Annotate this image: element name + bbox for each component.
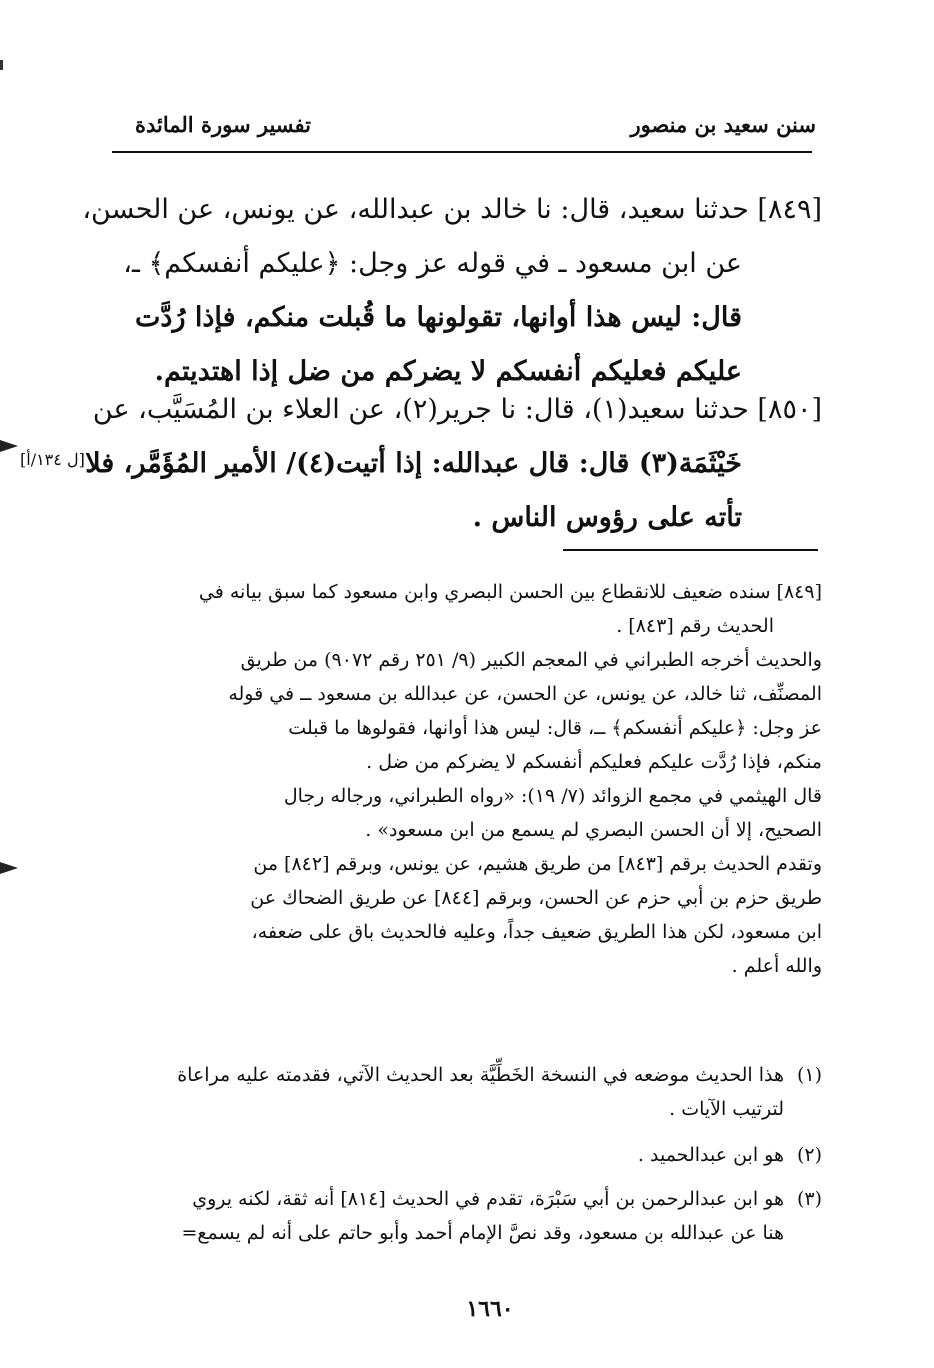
header-divider	[112, 151, 812, 153]
footnote-3-line: هو ابن عبدالرحمن بن أبي سَبْرَة، تقدم في الحديث [٨١٤] أنه ثقة، لكنه يروي	[192, 1188, 784, 1210]
hadith-849-line-3: قال: ليس هذا أوانها، تقولونها ما قُبلت منكم، فإذا رُدَّت	[135, 302, 742, 333]
footnote-2-line: هو ابن عبدالحميد .	[637, 1144, 784, 1166]
manuscript-folio-marker: [ل ١٣٤/أ]	[20, 450, 85, 469]
footnote-number: (٣)	[796, 1188, 822, 1210]
footnote-849-line: عز وجل: ﴿عليكم أنفسكم﴾ ــ، قال: ليس هذا أوانها، فقولوها ما قبلت	[288, 717, 822, 739]
page-number: ١٦٦٠	[466, 1296, 514, 1322]
footnote-divider	[563, 549, 818, 551]
footnote-849-line: طريق حزم بن أبي حزم عن الحسن، وبرقم [٨٤٤] عن طريق الضحاك عن	[250, 887, 822, 909]
running-header-book-title: سنن سعيد بن منصور	[630, 112, 816, 137]
footnote-849-line: قال الهيثمي في مجمع الزوائد (٧/ ١٩): «رواه الطبراني، ورجاله رجال	[283, 785, 822, 807]
hadith-850-line-3: تأته على رؤوس الناس .	[472, 502, 742, 533]
footnote-3	[134, 1182, 784, 1250]
hadith-849	[82, 183, 822, 399]
hadith-850-line-2: خَيْثَمَة(٣) قال: قال عبدالله: إذا أتيت(٤)/ الأمير المُؤَمَّر، فلا	[85, 448, 742, 479]
footnote-849-line: منكم، فإذا رُدَّت عليكم فعليكم أنفسكم لا يضركم من ضل .	[366, 751, 822, 773]
footnote-849-line: [٨٤٩] سنده ضعيف للانقطاع بين الحسن البصري وابن مسعود كما سبق بيانه في	[198, 581, 822, 603]
footnote-849-line: المصنِّف، ثنا خالد، عن يونس، عن الحسن، عن عبدالله بن مسعود ــ في قوله	[228, 683, 822, 705]
hadith-849-line-2: عن ابن مسعود ـ في قوله عز وجل: ﴿عليكم أنفسكم﴾ ـ،	[123, 248, 742, 279]
footnote-849-line: والله أعلم .	[731, 955, 822, 977]
footnote-number: (٢)	[796, 1144, 822, 1166]
running-header-section-title: تفسير سورة المائدة	[135, 112, 311, 137]
footnote-849-line: الصحيح، إلا أن الحسن البصري لم يسمع من ابن مسعود» .	[365, 819, 822, 841]
footnote-849-line: وتقدم الحديث برقم [٨٤٣] من طريق هشيم، عن يونس، وبرقم [٨٤٢] من	[253, 853, 822, 875]
footnote-3-line: هنا عن عبدالله بن مسعود، وقد نصَّ الإمام أحمد وأبو حاتم على أنه لم يسمع=	[181, 1222, 784, 1244]
footnote-1-line: هذا الحديث موضعه في النسخة الخَطِّيَّة بعد الحديث الآتي، فقدمته عليه مراعاة	[177, 1064, 784, 1086]
hadith-849-line-4: عليكم فعليكم أنفسكم لا يضركم من ضل إذا اهتديتم.	[154, 356, 742, 387]
footnote-1-line: لترتيب الآيات .	[669, 1098, 784, 1120]
hadith-850-line-1: [٨٥٠] حدثنا سعيد(١)، قال: نا جرير(٢)، عن العلاء بن المُسَيَّب، عن	[92, 394, 822, 425]
margin-arrow-mark	[0, 440, 18, 452]
footnote-849-line: والحديث أخرجه الطبراني في المعجم الكبير (٩/ ٢٥١ رقم ٩٠٧٢) من طريق	[240, 649, 822, 671]
margin-arrow-mark	[0, 862, 18, 874]
footnote-2	[134, 1138, 784, 1172]
hadith-849-line-1: [٨٤٩] حدثنا سعيد، قال: نا خالد بن عبدالله، عن يونس، عن الحسن،	[82, 194, 822, 225]
footnote-849-line: ابن مسعود، لكن هذا الطريق ضعيف جداً، وعليه فالحديث باق على ضعفه،	[251, 921, 822, 943]
margin-tick-mark	[0, 60, 3, 70]
footnote-849	[134, 575, 822, 983]
footnote-1	[134, 1058, 784, 1126]
footnote-849-line: الحديث رقم [٨٤٣] .	[616, 615, 774, 637]
hadith-850	[85, 383, 822, 545]
footnote-number: (١)	[796, 1064, 822, 1086]
